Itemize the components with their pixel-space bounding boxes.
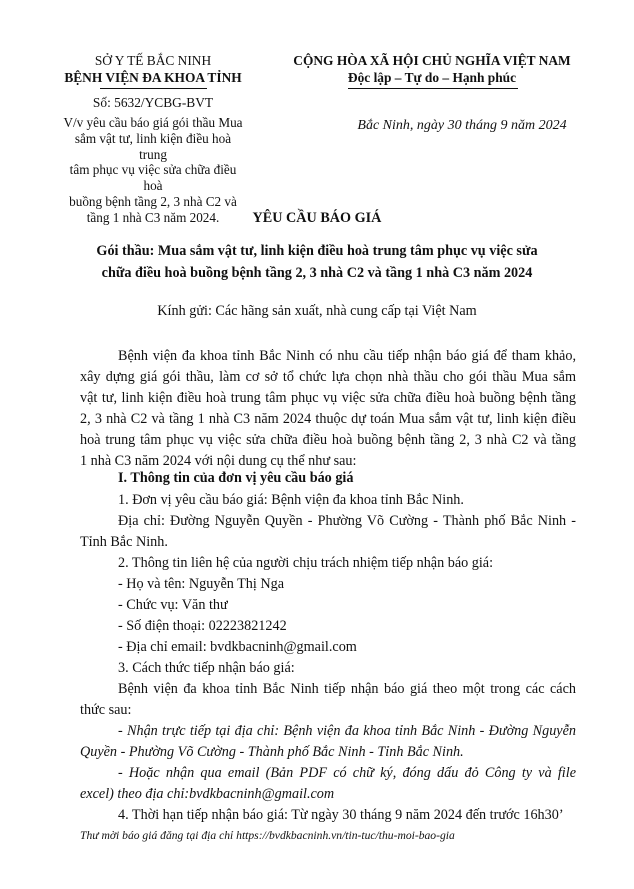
package-line: chữa điều hoà buồng bệnh tầng 2, 3 nhà C2 và tầng 1 nhà C3 năm 2024 — [101, 265, 533, 281]
receive-direct: - Nhận trực tiếp tại địa chỉ: Bệnh viện đa khoa tỉnh Bắc Ninh - Đường Nguyễn — [118, 723, 576, 739]
intro-line: hoà trung tâm phục vụ việc sửa chữa điều hoà buồng bệnh tầng 2, 3 nhà C2 và tầng — [80, 432, 576, 448]
subject-line: sắm vật tư, linh kiện điều hoà trung — [74, 130, 232, 162]
receive-method-text: Bệnh viện đa khoa tỉnh Bắc Ninh tiếp nhận báo giá theo một trong các cách — [118, 681, 576, 697]
contact-email: - Địa chỉ email: bvdkbacninh@gmail.com — [118, 639, 357, 655]
page-title: YÊU CẦU BÁO GIÁ — [252, 210, 382, 226]
country-name: CỘNG HÒA XÃ HỘI CHỦ NGHĨA VIỆT NAM — [293, 53, 571, 68]
header-right — [274, 52, 590, 86]
contact-position: - Chức vụ: Văn thư — [118, 597, 228, 613]
subject-line: V/v yêu cầu báo giá gói thầu Mua — [63, 115, 243, 130]
contact-phone: - Số điện thoại: 02223821242 — [118, 618, 287, 634]
intro-line: vật tư, linh kiện điều hoà trung tâm phục vụ việc sửa chữa điều hoà buồng bệnh tầng — [80, 390, 576, 406]
place-date: Bắc Ninh, ngày 30 tháng 9 năm 2024 — [357, 118, 567, 133]
requester-unit: 1. Đơn vị yêu cầu báo giá: Bệnh viện đa khoa tỉnh Bắc Ninh. — [118, 492, 464, 508]
greeting: Kính gửi: Các hãng sản xuất, nhà cung cấp tại Việt Nam — [157, 303, 477, 319]
org-underline — [100, 88, 207, 89]
contact-heading: 2. Thông tin liên hệ của người chịu trách nhiệm tiếp nhận báo giá: — [118, 555, 494, 571]
motto-underline — [348, 88, 518, 89]
receive-direct-cont: Quyền - Phường Võ Cường - Thành phố Bắc Ninh - Tỉnh Bắc Ninh. — [80, 744, 464, 760]
intro-line: Bệnh viện đa khoa tỉnh Bắc Ninh có nhu cầu tiếp nhận báo giá để tham khảo, — [118, 348, 576, 364]
subject-line: tầng 1 nhà C3 năm 2024. — [86, 209, 220, 225]
motto: Độc lập – Tự do – Hạnh phúc — [347, 70, 517, 85]
package-title — [0, 240, 634, 284]
receive-method-text-cont: thức sau: — [80, 702, 132, 718]
org-name: BỆNH VIỆN ĐA KHOA TỈNH — [64, 70, 242, 85]
requester-address: Địa chỉ: Đường Nguyễn Quyền - Phường Võ Cường - Thành phố Bắc Ninh - — [118, 513, 576, 529]
intro-line: 2, 3 nhà C2 và tầng 1 nhà C3 năm 2024 thuộc dự toán Mua sắm vật tư, linh kiện điều — [80, 411, 576, 427]
deadline: 4. Thời hạn tiếp nhận báo giá: Từ ngày 30 tháng 9 năm 2024 đến trước 16h30’ — [118, 807, 564, 823]
header-left — [60, 52, 246, 86]
org-parent: SỞ Y TẾ BẮC NINH — [94, 53, 212, 68]
receive-email-cont: excel) theo địa chỉ:bvdkbacninh@gmail.com — [80, 786, 335, 802]
doc-number: Số: 5632/YCBG-BVT — [92, 95, 214, 110]
package-line: Gói thầu: Mua sắm vật tư, linh kiện điều hoà trung tâm phục vụ việc sửa — [96, 243, 538, 259]
receive-method-heading: 3. Cách thức tiếp nhận báo giá: — [118, 660, 295, 676]
contact-name: - Họ và tên: Nguyễn Thị Nga — [118, 576, 285, 592]
intro-line: xây dựng giá gói thầu, làm cơ sở tổ chức lựa chọn nhà thầu cho gói thầu Mua sắm — [80, 369, 576, 385]
subject-line: buồng bệnh tầng 2, 3 nhà C2 và — [69, 193, 237, 209]
section-heading: I. Thông tin của đơn vị yêu cầu báo giá — [118, 470, 354, 486]
footer-note: Thư mời báo giá đăng tại địa chỉ https://bvdkbacninh.vn/tin-tuc/thu-moi-bao-gia — [80, 829, 455, 842]
requester-address-cont: Tỉnh Bắc Ninh. — [80, 534, 168, 550]
receive-email: - Hoặc nhận qua email (Bản PDF có chữ ký, đóng dấu đỏ Công ty và file — [118, 765, 576, 781]
subject-line: tâm phục vụ việc sửa chữa điều hoà — [69, 162, 237, 194]
intro-line: 1 nhà C3 năm 2024 với nội dung cụ thể như sau: — [80, 453, 357, 469]
